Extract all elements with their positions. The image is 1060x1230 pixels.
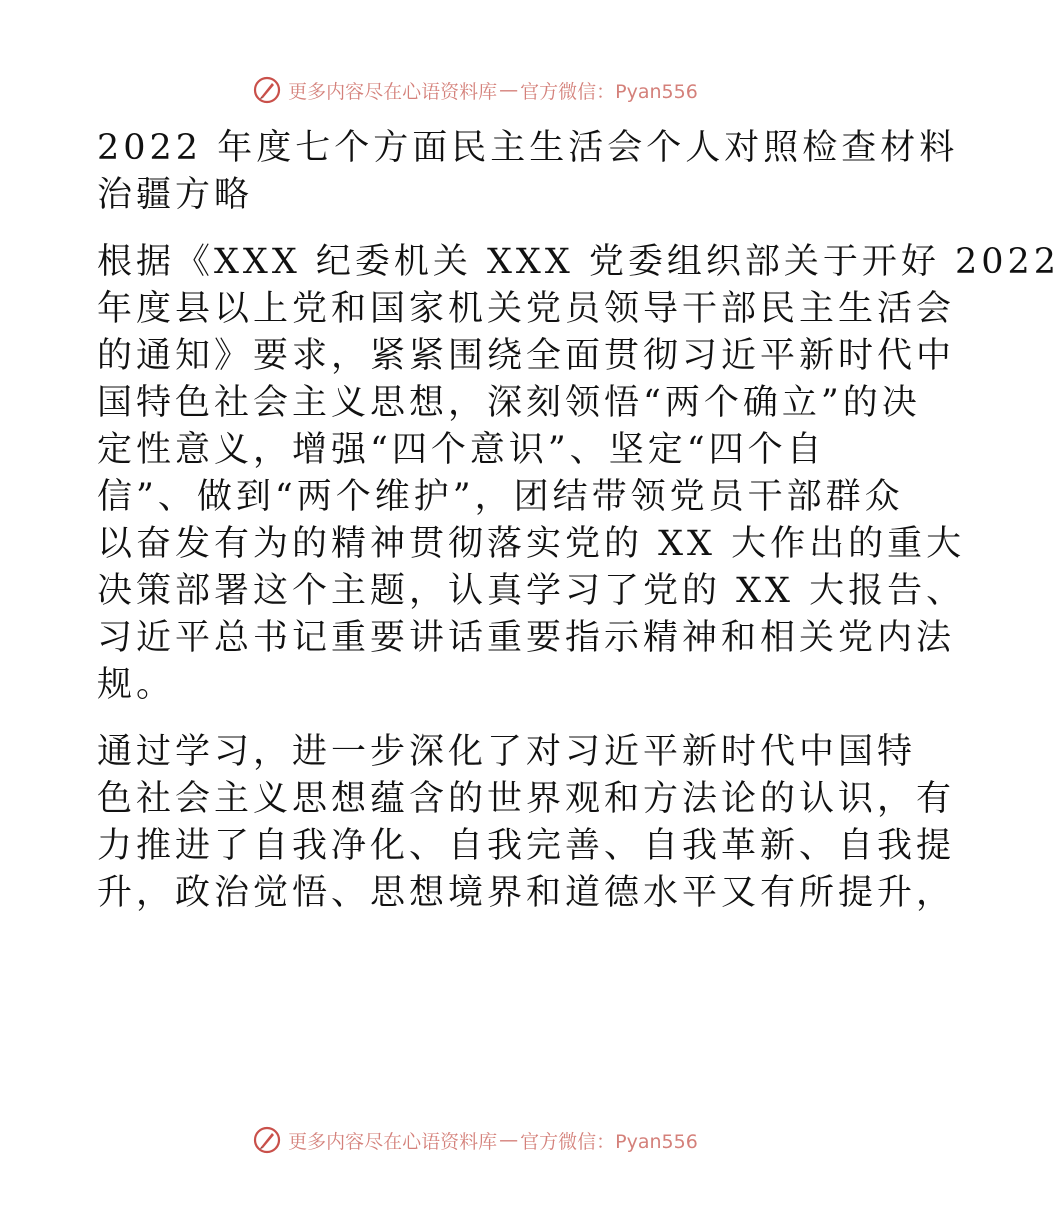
paragraph-line: 年度县以上党和国家机关党员领导干部民主生活会 (97, 289, 956, 329)
paragraph-line: 国特色社会主义思想，深刻领悟“两个确立”的决 (97, 383, 921, 423)
paragraph-line: 的通知》要求，紧紧围绕全面贯彻习近平新时代中 (97, 336, 956, 376)
paragraph-line: 决策部署这个主题，认真学习了党的 XX 大报告、 (97, 571, 966, 611)
paragraph-line: 力推进了自我净化、自我完善、自我革新、自我提 (97, 826, 956, 866)
paragraph-line: 色社会主义思想蕴含的世界观和方法论的认识，有 (97, 779, 956, 819)
title-line: 治疆方略 (97, 175, 254, 215)
document-body (97, 125, 1060, 937)
paragraph-line: 升，政治觉悟、思想境界和道德水平又有所提升， (97, 873, 956, 913)
paragraph-line: 通过学习，进一步深化了对习近平新时代中国特 (97, 732, 917, 772)
paragraph-line: 信”、做到“两个维护”，团结带领党员干部群众 (97, 477, 904, 517)
watermark-separator: — (499, 1129, 519, 1151)
paragraph-line: 规。 (97, 665, 176, 705)
footer-watermark (0, 1120, 950, 1160)
paragraph-line: 根据《XXX 纪委机关 XXX 党委组织部关于开好 2022 (97, 242, 1060, 282)
title-line: 2022 年度七个方面民主生活会个人对照检查材料 (97, 128, 959, 168)
quill-logo-icon (252, 75, 282, 105)
paragraph-2 (97, 729, 956, 917)
watermark-suffix: 官方微信：Pyan556 (520, 1130, 698, 1153)
watermark-text: 更多内容尽在心语资料库 (288, 80, 498, 103)
watermark-suffix: 官方微信：Pyan556 (520, 80, 698, 103)
paragraph-line: 习近平总书记重要讲话重要指示精神和相关党内法 (97, 618, 956, 658)
watermark-separator: — (499, 79, 519, 101)
paragraph-1 (97, 239, 1060, 709)
paragraph-line: 以奋发有为的精神贯彻落实党的 XX 大作出的重大 (97, 524, 966, 564)
paragraph-line: 定性意义，增强“四个意识”、坚定“四个自 (97, 430, 826, 470)
watermark-text: 更多内容尽在心语资料库 (288, 1130, 498, 1153)
quill-logo-icon (252, 1125, 282, 1155)
document-title (97, 125, 959, 219)
header-watermark (0, 70, 950, 110)
